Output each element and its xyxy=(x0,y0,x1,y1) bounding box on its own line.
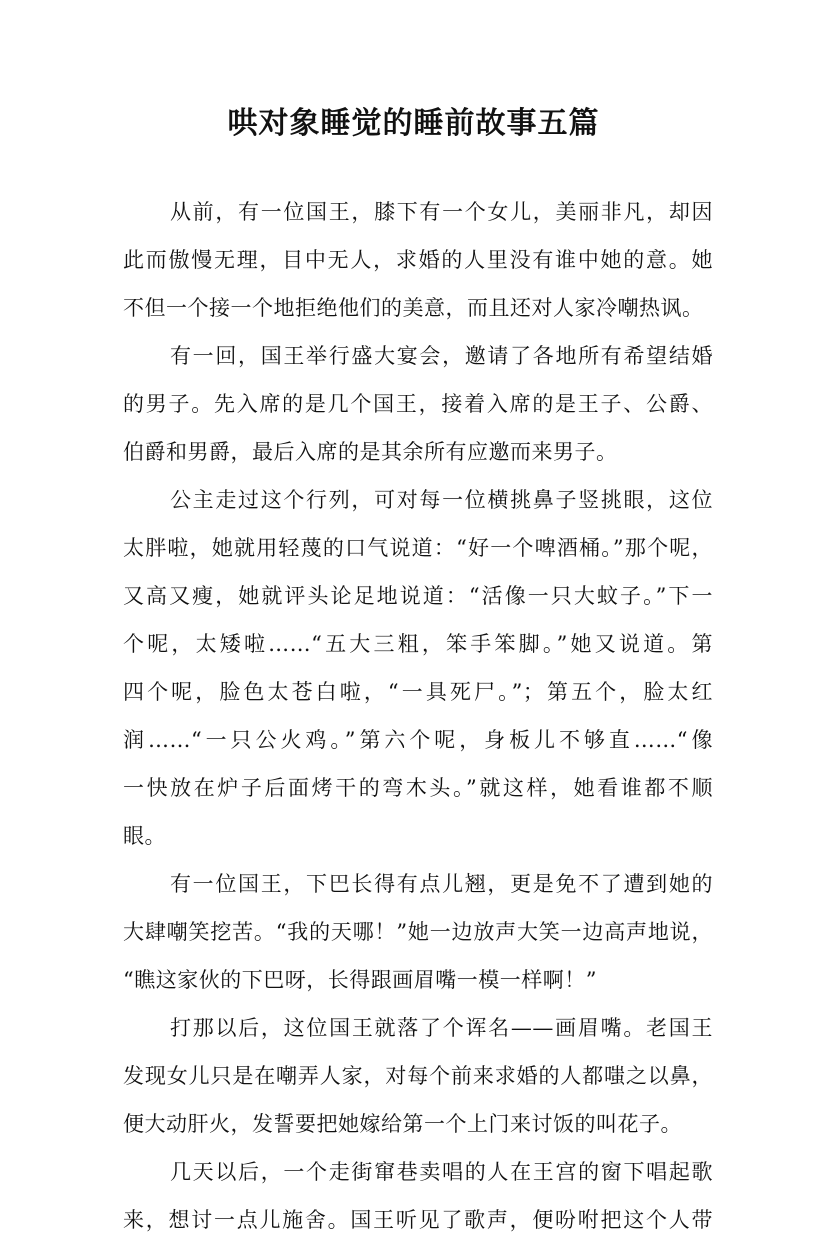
text-line: 伯爵和男爵，最后入席的是其余所有应邀而来男子。 xyxy=(123,440,618,464)
text-line: 太胖啦，她就用轻蔑的口气说道：“好一个啤酒桶。”那个呢， xyxy=(123,536,713,560)
text-line: 有一回，国王举行盛大宴会，邀请了各地所有希望结婚 xyxy=(170,344,713,368)
text-line: “瞧这家伙的下巴呀，长得跟画眉嘴一模一样啊！” xyxy=(123,968,597,992)
text-line: 个呢，太矮啦……“五大三粗，笨手笨脚。”她又说道。第 xyxy=(123,632,713,656)
text-line: 从前，有一位国王，膝下有一个女儿，美丽非凡，却因 xyxy=(170,200,713,224)
text-line: 又高又瘦，她就评头论足地说道：“活像一只大蚊子。”下一 xyxy=(123,584,713,608)
text-line: 有一位国王，下巴长得有点儿翘，更是免不了遭到她的 xyxy=(170,872,713,896)
text-line: 发现女儿只是在嘲弄人家，对每个前来求婚的人都嗤之以鼻， xyxy=(123,1064,713,1088)
document-title: 哄对象睡觉的睡前故事五篇 xyxy=(227,106,600,141)
text-line: 公主走过这个行列，可对每一位横挑鼻子竖挑眼，这位 xyxy=(170,488,713,512)
text-line: 来，想讨一点儿施舍。国王听见了歌声，便吩咐把这个人带 xyxy=(123,1208,713,1232)
text-line: 的男子。先入席的是几个国王，接着入席的是王子、公爵、 xyxy=(123,392,713,416)
text-line: 大肆嘲笑挖苦。“我的天哪！”她一边放声大笑一边高声地说， xyxy=(123,920,713,944)
text-line: 润……“一只公火鸡。”第六个呢，身板儿不够直……“像 xyxy=(123,728,713,752)
text-line: 四个呢，脸色太苍白啦，“一具死尸。”；第五个，脸太红 xyxy=(123,680,713,704)
story-body xyxy=(123,188,713,1244)
text-line: 一快放在炉子后面烤干的弯木头。”就这样，她看谁都不顺 xyxy=(123,776,713,800)
text-line: 打那以后，这位国王就落了个诨名——画眉嘴。老国王 xyxy=(170,1016,713,1040)
text-line: 眼。 xyxy=(123,824,166,848)
text-line: 几天以后，一个走街窜巷卖唱的人在王宫的窗下唱起歌 xyxy=(170,1160,713,1184)
text-line: 此而傲慢无理，目中无人，求婚的人里没有谁中她的意。她 xyxy=(123,248,713,272)
text-line: 不但一个接一个地拒绝他们的美意，而且还对人家冷嘲热讽。 xyxy=(123,296,704,320)
text-line: 便大动肝火，发誓要把她嫁给第一个上门来讨饭的叫花子。 xyxy=(123,1112,682,1136)
